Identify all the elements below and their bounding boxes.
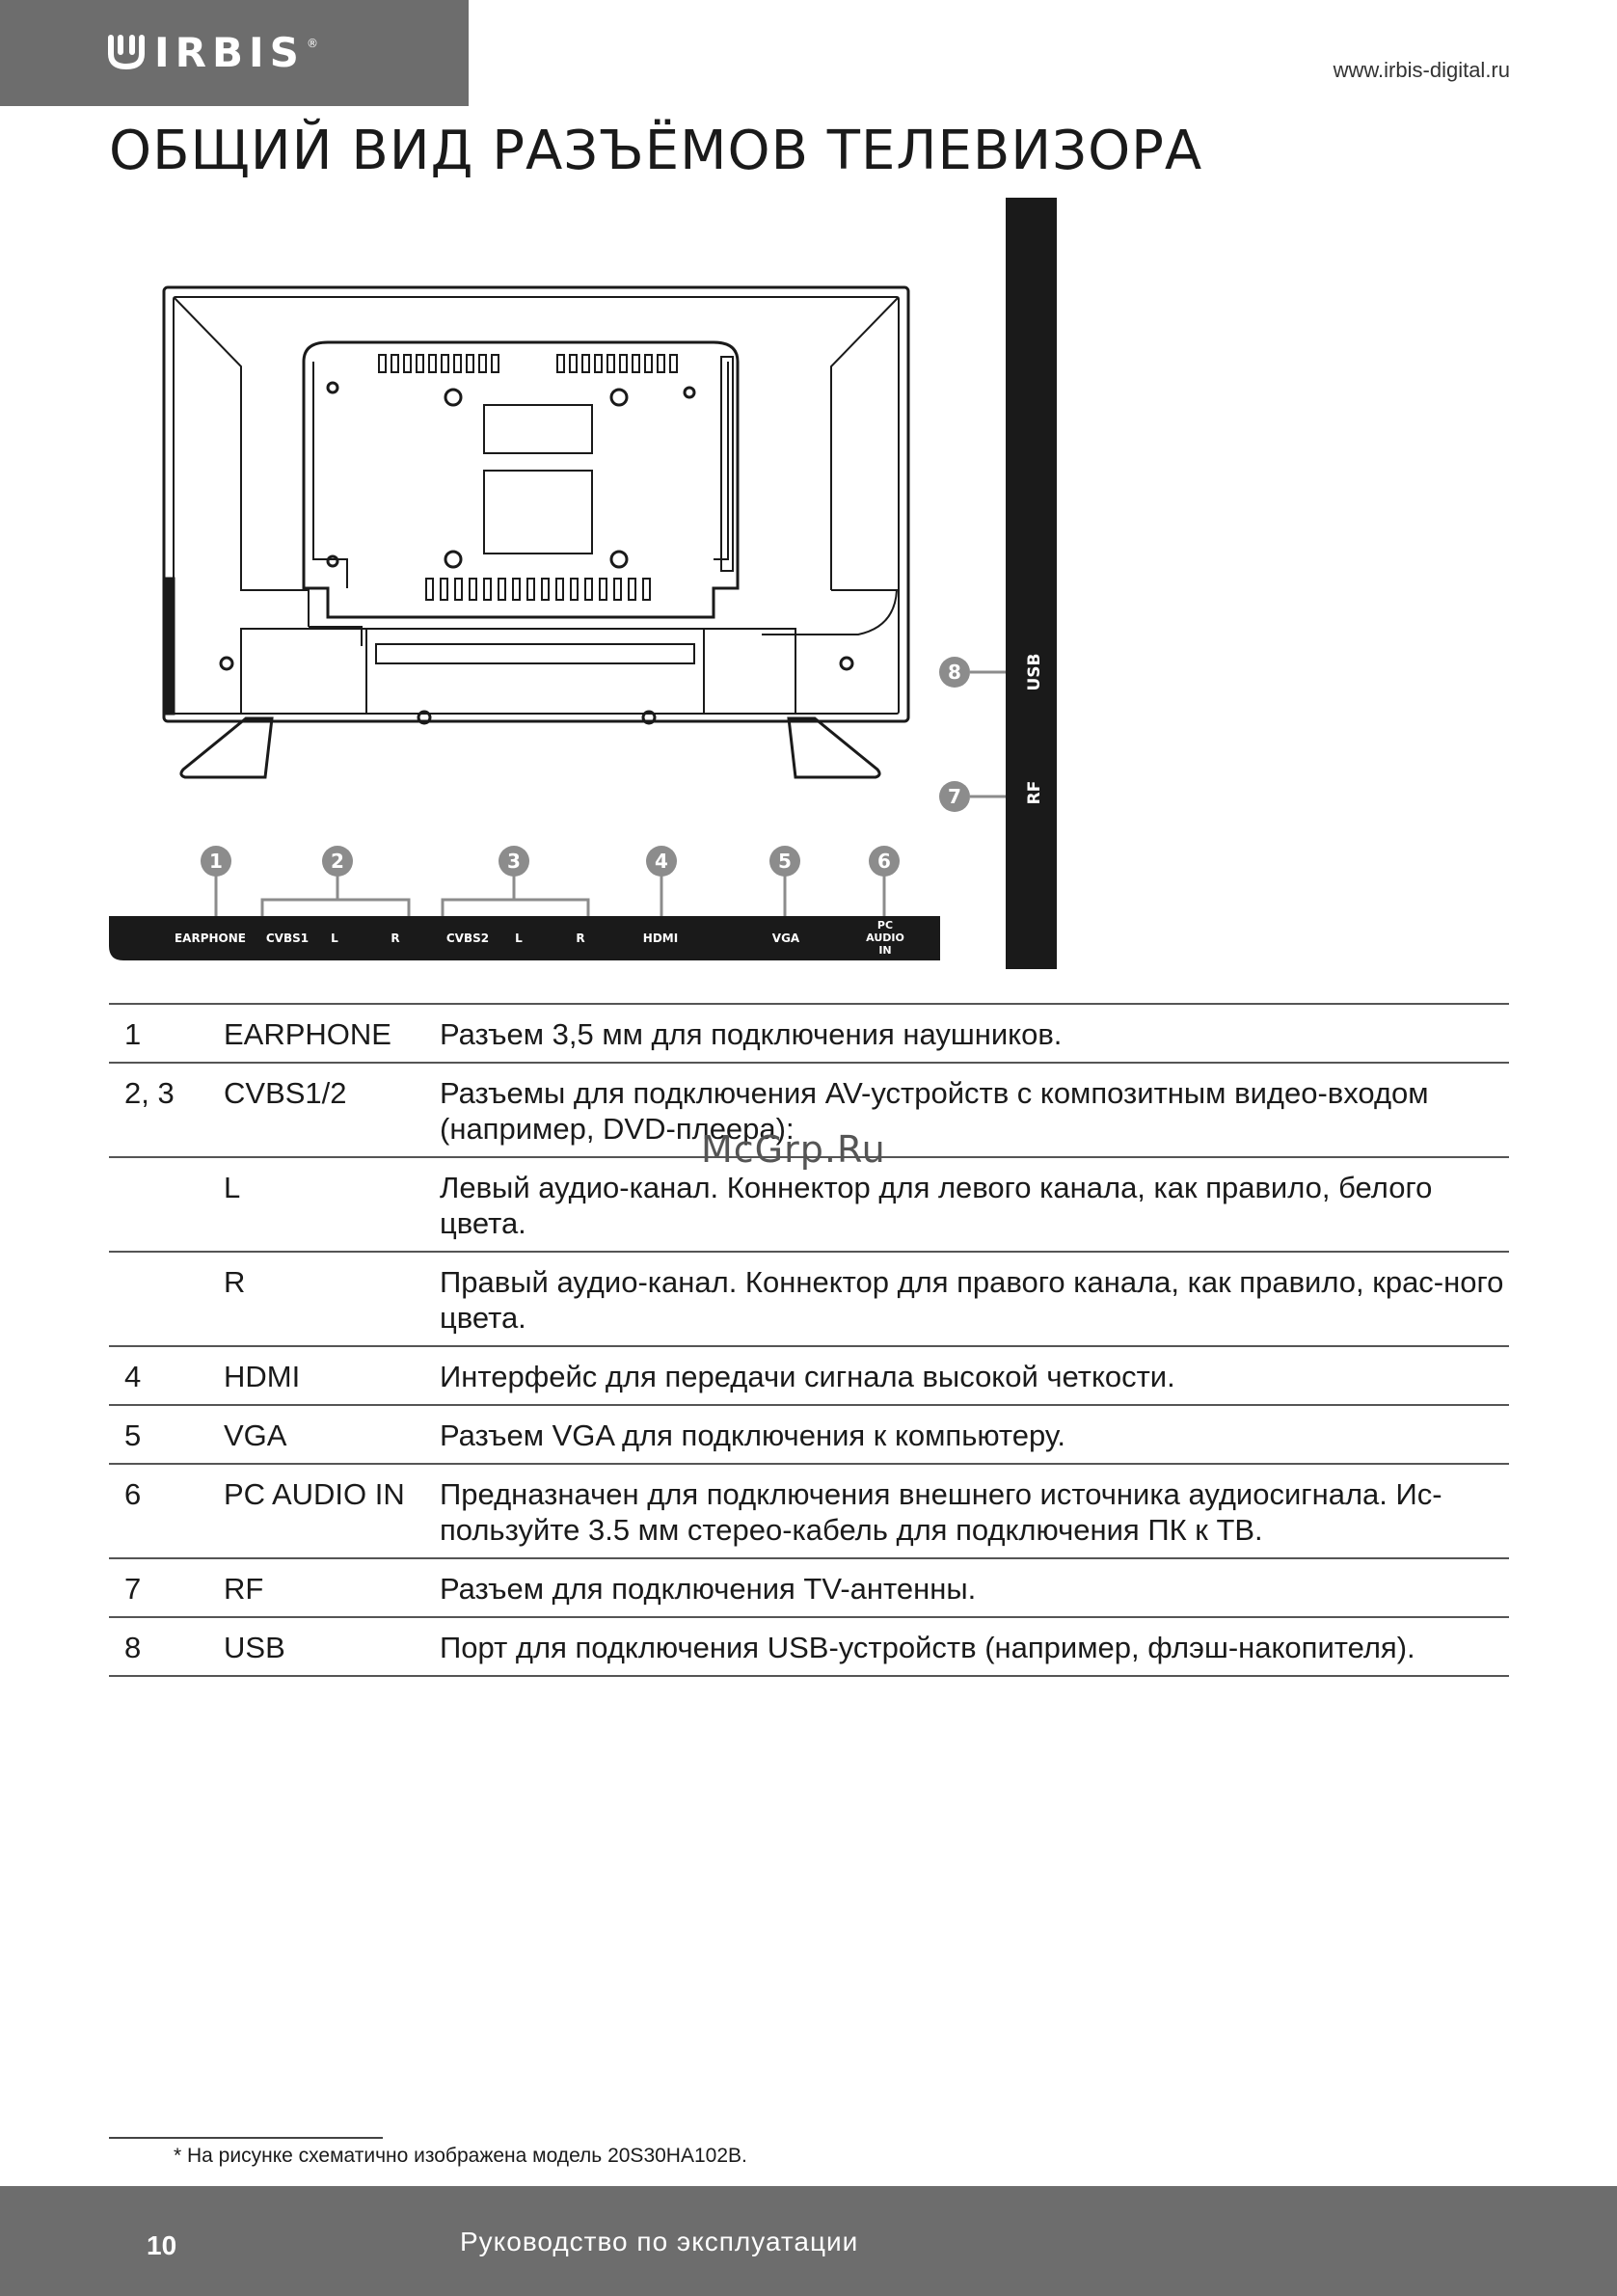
row-connector: EARPHONE (224, 1017, 391, 1051)
logo-text: IRBIS (154, 29, 305, 76)
footnote: * На рисунке схематично изображена модель 20S30HA102B. (174, 2145, 747, 2167)
callout-6 (869, 846, 900, 877)
port-label-cvbs2-r: R (576, 932, 585, 945)
port-label-cvbs2: CVBS2 (445, 932, 490, 945)
row-number: 2, 3 (124, 1076, 175, 1110)
svg-text:8: 8 (948, 661, 961, 684)
table-row (109, 1558, 1509, 1617)
port-label-in: IN (878, 944, 892, 957)
page-title: ОБЩИЙ ВИД РАЗЪЁМОВ ТЕЛЕВИЗОРА (109, 120, 1203, 182)
callout-2 (322, 846, 353, 877)
svg-text:3: 3 (507, 850, 521, 873)
row-number: 6 (124, 1477, 142, 1511)
side-label-usb: USB (1025, 653, 1044, 691)
row-number (109, 1157, 224, 1252)
row-connector: RF (224, 1572, 264, 1606)
row-number: 5 (124, 1418, 142, 1452)
svg-text:4: 4 (655, 850, 668, 873)
row-connector: HDMI (224, 1360, 301, 1393)
callout-1 (201, 846, 231, 877)
irbis-logo-icon (108, 35, 145, 69)
port-label-audio: AUDIO (866, 932, 904, 944)
port-label-cvbs1-r: R (391, 932, 400, 945)
table-row (109, 1617, 1509, 1676)
footer-bar (0, 2186, 1617, 2296)
callout-3 (499, 846, 529, 877)
tv-connectors-diagram (96, 193, 1061, 974)
row-description: Разъемы для подключения AV-устройств с композитным видео-входом (например, DVD-плеера): (440, 1076, 1429, 1146)
footnote-divider (109, 2137, 383, 2139)
row-description: Разъем 3,5 мм для подключения наушников. (440, 1017, 1063, 1051)
table-row (109, 1346, 1509, 1405)
header-logo-box (0, 0, 469, 106)
callout-4 (646, 846, 677, 877)
port-label-pc: PC (876, 919, 894, 932)
row-description: Порт для подключения USB-устройств (например, флэш-накопителя). (440, 1631, 1415, 1664)
table-row (109, 1405, 1509, 1464)
row-description: Предназначен для подключения внешнего источника аудиосигнала. Ис-пользуйте 3.5 мм стерео-кабель для подключения ПК к ТВ. (440, 1477, 1442, 1547)
tv-rear-illustration (164, 287, 908, 777)
row-description: Разъем для подключения TV-антенны. (440, 1572, 977, 1606)
side-label-rf: RF (1025, 780, 1044, 805)
port-label-hdmi: HDMI (642, 932, 679, 945)
row-description: Правый аудио-канал. Коннектор для правого канала, как правило, крас-ного цвета. (440, 1265, 1504, 1335)
row-number (109, 1252, 224, 1346)
port-label-vga: VGA (771, 932, 800, 945)
port-label-cvbs2-l: L (515, 932, 523, 945)
port-label-earphone: EARPHONE (174, 932, 247, 945)
row-number: 8 (124, 1631, 142, 1664)
svg-text:2: 2 (331, 850, 344, 873)
port-label-cvbs1-l: L (331, 932, 338, 945)
connectors-table (109, 1003, 1509, 1677)
row-description: Левый аудио-канал. Коннектор для левого канала, как правило, белого цвета. (440, 1171, 1433, 1240)
callout-8 (939, 657, 970, 688)
row-connector: VGA (224, 1418, 287, 1452)
row-number: 1 (124, 1017, 142, 1051)
row-connector: CVBS1/2 (224, 1076, 347, 1110)
row-number: 4 (124, 1360, 142, 1393)
footer-title: Руководство по эксплуатации (460, 2227, 859, 2256)
row-connector: L (224, 1171, 241, 1204)
row-connector: R (224, 1265, 246, 1299)
row-connector: PC AUDIO IN (224, 1477, 405, 1511)
page-number: 10 (147, 2230, 177, 2260)
svg-text:1: 1 (209, 850, 223, 873)
table-row (109, 1464, 1509, 1558)
row-number: 7 (124, 1572, 142, 1606)
svg-text:6: 6 (877, 850, 891, 873)
callout-7 (939, 781, 970, 812)
watermark: McGrp.Ru (701, 1128, 886, 1171)
callout-5 (769, 846, 800, 877)
logo-registered-mark: ® (307, 37, 318, 50)
row-description: Разъем VGA для подключения к компьютеру. (440, 1418, 1065, 1452)
table-row (109, 1157, 1509, 1252)
table-row (109, 1004, 1509, 1063)
row-description: Интерфейс для передачи сигнала высокой четкости. (440, 1360, 1175, 1393)
table-row (109, 1252, 1509, 1346)
svg-text:5: 5 (778, 850, 792, 873)
row-connector: USB (224, 1631, 285, 1664)
port-label-cvbs1: CVBS1 (265, 932, 310, 945)
svg-text:7: 7 (948, 785, 961, 808)
side-port-panel (1006, 198, 1057, 969)
website-url[interactable]: www.irbis-digital.ru (1333, 58, 1510, 82)
